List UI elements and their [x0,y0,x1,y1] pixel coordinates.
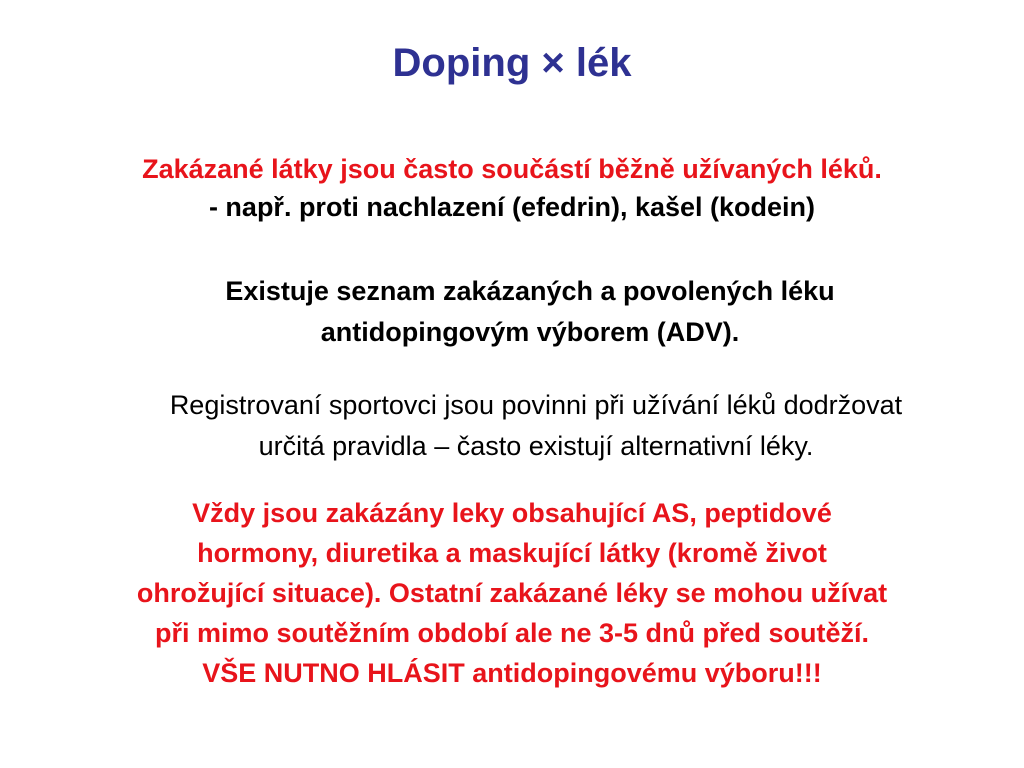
paragraph-adv-list-line-2: antidopingovým výborem (ADV). [320,317,740,347]
paragraph-always-banned-line-1: Vždy jsou zakázány leky obsahující AS, peptidové [192,498,832,528]
paragraph-always-banned-line-2: hormony, diuretika a maskující látky (kromě život [197,538,827,568]
paragraph-always-banned-line-3: ohrožující situace). Ostatní zakázané léky se mohou užívat [136,578,888,608]
paragraph-registered-athletes [24,385,1024,467]
slide-title-text: Doping × lék [392,41,632,85]
paragraph-always-banned-line-5: VŠE NUTNO HLÁSIT antidopingovému výboru!!! [202,658,822,688]
paragraph-adv-list-line-1: Existuje seznam zakázaných a povolených léku [225,276,835,306]
paragraph-banned-substances-line-2: - např. proti nachlazení (efedrin), kašel (kodein) [208,192,816,222]
paragraph-always-banned-line-4: při mimo soutěžním období ale ne 3-5 dnů před soutěží. [154,618,870,648]
paragraph-banned-substances-line-1: Zakázané látky jsou často součástí běžně užívaných léků. [142,154,882,184]
paragraph-adv-list [18,271,1024,353]
paragraph-registered-athletes-line-1: Registrovaní sportovci jsou povinni při užívání léků dodržovat [169,390,903,420]
paragraph-banned-substances [0,150,1024,226]
paragraph-registered-athletes-line-2: určitá pravidla – často existují alternativní léky. [258,431,814,461]
slide-title [0,36,1024,90]
paragraph-always-banned [0,493,1024,693]
